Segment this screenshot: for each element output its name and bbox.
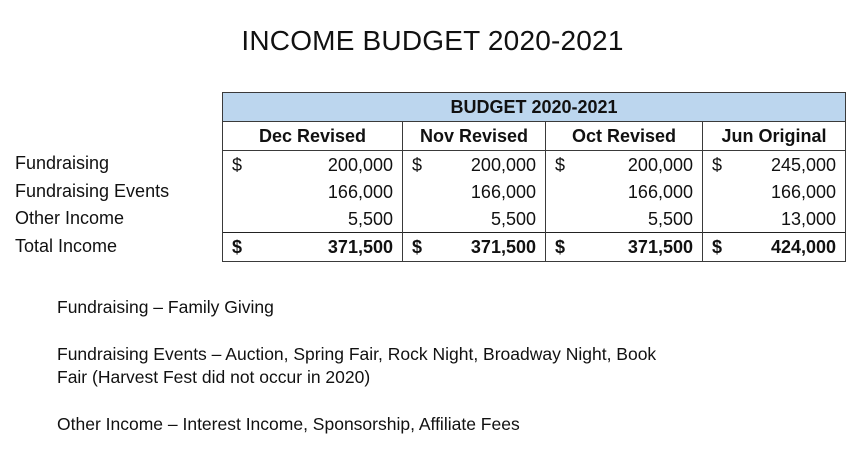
currency-symbol: $ <box>712 237 723 257</box>
cell-value: 5,500 <box>647 208 693 229</box>
table-cell <box>703 178 846 205</box>
cell-value: 371,500 <box>327 237 393 257</box>
table-cell <box>703 151 846 179</box>
table-cell <box>223 178 403 205</box>
table-row-fundraising-events <box>223 178 846 205</box>
currency-symbol: $ <box>555 154 566 175</box>
column-header-jun-original: Jun Original <box>703 122 846 151</box>
table-row-fundraising <box>223 151 846 179</box>
table-cell <box>403 205 546 233</box>
table-row-other-income <box>223 205 846 233</box>
cell-value: 200,000 <box>627 154 693 175</box>
cell-value: 5,500 <box>347 208 393 229</box>
cell-value: 200,000 <box>470 154 536 175</box>
cell-value: 200,000 <box>327 154 393 175</box>
row-label-total-income: Total Income <box>15 236 118 256</box>
table-cell <box>403 178 546 205</box>
cell-value: 13,000 <box>780 208 837 229</box>
currency-symbol: $ <box>555 237 566 257</box>
table-cell <box>223 205 403 233</box>
table-row-total-income <box>223 233 846 262</box>
currency-symbol: $ <box>412 237 423 257</box>
column-header-nov-revised: Nov Revised <box>403 122 546 151</box>
note-events-line-2: Fair (Harvest Fest did not occur in 2020) <box>57 367 371 387</box>
column-header-oct-revised: Oct Revised <box>546 122 703 151</box>
table-cell <box>546 178 703 205</box>
currency-symbol: $ <box>412 154 423 175</box>
table-cell <box>546 233 703 262</box>
table-cell <box>403 151 546 179</box>
cell-value: 5,500 <box>490 208 536 229</box>
cell-value: 424,000 <box>770 237 837 257</box>
table-cell <box>546 151 703 179</box>
row-label-other-income: Other Income <box>15 208 125 228</box>
currency-symbol: $ <box>712 154 723 175</box>
table-cell <box>546 205 703 233</box>
budget-table <box>222 92 846 262</box>
cell-value: 166,000 <box>627 181 693 202</box>
cell-value: 166,000 <box>327 181 393 202</box>
budget-group-header: BUDGET 2020-2021 <box>223 93 846 122</box>
note-fundraising: Fundraising – Family Giving <box>57 297 274 317</box>
column-header-dec-revised: Dec Revised <box>223 122 403 151</box>
row-label-fundraising-events: Fundraising Events <box>15 181 170 201</box>
table-cell <box>403 233 546 262</box>
cell-value: 166,000 <box>470 181 536 202</box>
cell-value: 371,500 <box>470 237 536 257</box>
table-cell <box>703 233 846 262</box>
table-column-header-row <box>223 122 846 151</box>
currency-symbol: $ <box>232 154 243 175</box>
cell-value: 166,000 <box>770 181 837 202</box>
table-group-header-row <box>223 93 846 122</box>
currency-symbol: $ <box>232 237 243 257</box>
cell-value: 371,500 <box>627 237 693 257</box>
table-cell <box>703 205 846 233</box>
cell-value: 245,000 <box>770 154 837 175</box>
page-title: INCOME BUDGET 2020-2021 <box>241 25 624 56</box>
row-label-fundraising: Fundraising <box>15 153 110 173</box>
table-cell <box>223 151 403 179</box>
table-cell <box>223 233 403 262</box>
note-events-line-1: Fundraising Events – Auction, Spring Fair, Rock Night, Broadway Night, Book <box>57 344 657 364</box>
note-other-income: Other Income – Interest Income, Sponsorship, Affiliate Fees <box>57 414 520 434</box>
